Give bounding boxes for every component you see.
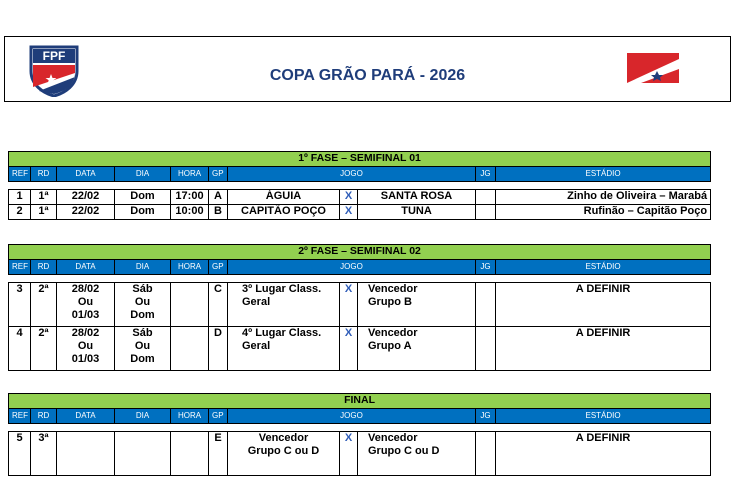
col-rd: RD xyxy=(31,167,57,182)
page-title: COPA GRÃO PARÁ - 2026 xyxy=(269,67,466,84)
col-hora: HORA xyxy=(171,167,209,182)
col-jg: JG xyxy=(476,167,496,182)
table-row: 4 2ª 28/02 Ou 01/03 Sáb Ou Dom D 4º Lugar Class. Geral X Vencedor Grupo A A DEFINIR xyxy=(9,327,711,371)
table-row: 3 2ª 28/02 Ou 01/03 Sáb Ou Dom C 3º Lugar Class. Geral X Vencedor Grupo B A DEFINIR xyxy=(9,283,711,327)
col-jogo: JOGO xyxy=(228,167,476,182)
section-final: FINAL REF RD DATA DIA HORA GP JOGO JG ESTÁDIO 5 3ª E Vencedor Grupo C ou D X Vencedor Grupo C ou D A DEFINIR xyxy=(8,393,711,476)
col-gp: GP xyxy=(209,167,228,182)
table-row: 1 1ª 22/02 Dom 17:00 A ÁGUIA X SANTA ROSA Zinho de Oliveira – Marabá xyxy=(9,190,711,205)
col-data: DATA xyxy=(57,167,115,182)
phase-title: 1º FASE – SEMIFINAL 01 xyxy=(9,152,711,167)
para-flag-icon xyxy=(627,53,679,83)
phase-title: FINAL xyxy=(9,394,711,409)
section-semifinal-02: 2º FASE – SEMIFINAL 02 REF RD DATA DIA HORA GP JOGO JG ESTÁDIO 3 2ª 28/02 Ou 01/03 Sáb Ou Dom C 3º Lugar Class. Geral X Vencedor Grupo B A DEFINIR 4 2ª 28/02 Ou 01/03 Sáb Ou Dom D 4º Lugar Class. Geral X Vencedor Grupo A A DEFINIR xyxy=(8,244,711,371)
table-row: 2 1ª 22/02 Dom 10:00 B CAPITÃO POÇO X TUNA Rufinão – Capitão Poço xyxy=(9,205,711,220)
col-dia: DIA xyxy=(115,167,171,182)
header-box xyxy=(4,36,731,102)
col-estadio: ESTÁDIO xyxy=(496,167,711,182)
logo-text: FPF xyxy=(42,49,66,63)
section-semifinal-01 xyxy=(8,151,711,220)
table-row: 5 3ª E Vencedor Grupo C ou D X Vencedor Grupo C ou D A DEFINIR xyxy=(9,432,711,476)
col-ref: REF xyxy=(9,167,31,182)
phase-title: 2º FASE – SEMIFINAL 02 xyxy=(9,245,711,260)
